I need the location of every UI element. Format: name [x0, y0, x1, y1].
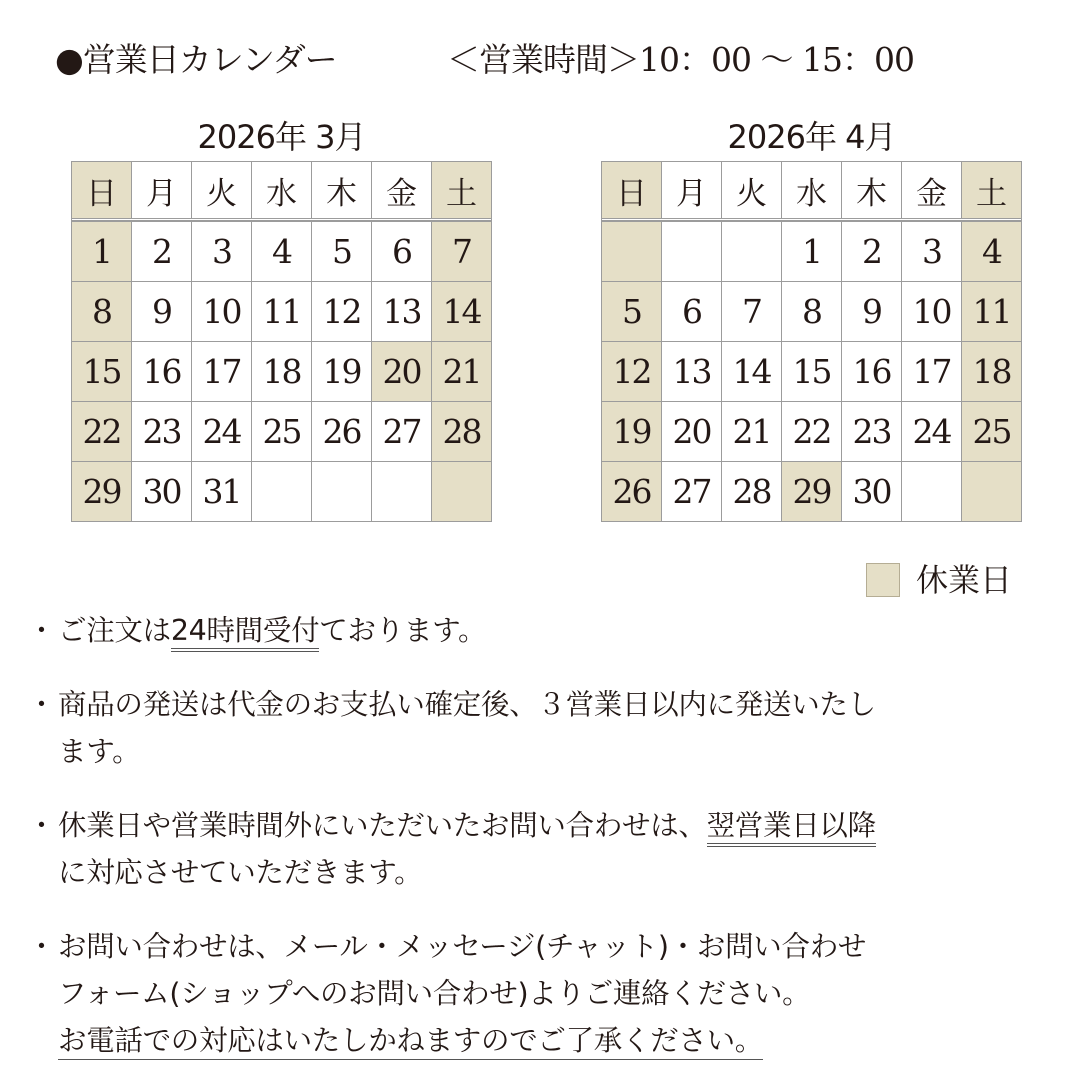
day-cell: 5	[311, 222, 371, 281]
day-cell	[251, 462, 311, 521]
day-cell: 27	[661, 462, 721, 521]
day-cell: 18	[251, 342, 311, 401]
holiday-day-cell	[961, 462, 1021, 521]
bullet: ・	[27, 930, 56, 963]
day-cell: 28	[721, 462, 781, 521]
day-cell: 2	[131, 222, 191, 281]
day-cell: 30	[131, 462, 191, 521]
weekday-header-cell: 土	[431, 162, 491, 218]
emphasized-text: 24時間受付	[171, 614, 319, 652]
notice-segment: 商品の発送は代金のお支払い確定後、３営業日以内に発送いたし	[58, 688, 876, 721]
notice-text	[58, 923, 1065, 1064]
bullet: ・	[27, 809, 56, 842]
day-cell: 17	[191, 342, 251, 401]
day-cell: 1	[781, 222, 841, 281]
holiday-day-cell: 28	[431, 402, 491, 461]
notice-segment: フォーム(ショップへのお問い合わせ)よりご連絡ください。	[58, 977, 811, 1010]
holiday-day-cell: 14	[431, 282, 491, 341]
week-row	[602, 461, 1021, 521]
notice-segment: ご注文は	[58, 614, 171, 647]
day-cell: 12	[311, 282, 371, 341]
holiday-day-cell: 15	[72, 342, 131, 401]
weekday-header-cell: 金	[371, 162, 431, 218]
day-cell	[901, 462, 961, 521]
weekday-header-cell: 金	[901, 162, 961, 218]
day-cell: 31	[191, 462, 251, 521]
day-cell: 6	[371, 222, 431, 281]
weekday-header-cell: 水	[781, 162, 841, 218]
holiday-day-cell: 25	[961, 402, 1021, 461]
day-cell: 22	[781, 402, 841, 461]
emphasized-text: 翌営業日以降	[707, 809, 876, 847]
holiday-day-cell: 11	[961, 282, 1021, 341]
notice-segment: ております。	[319, 614, 487, 647]
holiday-day-cell: 1	[72, 222, 131, 281]
day-cell: 10	[901, 282, 961, 341]
notice-line	[58, 607, 1065, 654]
weekday-header-cell: 火	[721, 162, 781, 218]
day-cell: 7	[721, 282, 781, 341]
day-cell: 2	[841, 222, 901, 281]
weekday-header-cell: 水	[251, 162, 311, 218]
weekday-header-cell: 火	[191, 162, 251, 218]
day-cell: 19	[311, 342, 371, 401]
notice-text	[58, 802, 1065, 896]
notice-segment: ます。	[58, 735, 141, 768]
day-cell	[311, 462, 371, 521]
legend-label: 休業日	[916, 561, 1013, 599]
day-cell: 9	[131, 282, 191, 341]
day-cell: 21	[721, 402, 781, 461]
weekday-header-cell: 日	[602, 162, 661, 218]
notice-segment: に対応させていただきます。	[58, 856, 423, 889]
notice-list	[25, 607, 1065, 1091]
weekday-header-cell: 木	[311, 162, 371, 218]
week-row	[72, 461, 491, 521]
notice-item	[25, 681, 1065, 775]
legend	[866, 560, 1012, 600]
holiday-day-cell: 8	[72, 282, 131, 341]
day-cell: 23	[131, 402, 191, 461]
notice-text	[58, 681, 1065, 775]
day-cell	[371, 462, 431, 521]
week-row	[72, 221, 491, 281]
day-cell: 24	[901, 402, 961, 461]
hours-label: ＜営業時間＞	[447, 40, 639, 79]
day-cell: 23	[841, 402, 901, 461]
holiday-day-cell: 29	[72, 462, 131, 521]
day-cell: 6	[661, 282, 721, 341]
day-cell	[721, 222, 781, 281]
week-row	[72, 401, 491, 461]
weekday-header-row	[602, 162, 1021, 221]
weekday-header-cell: 月	[661, 162, 721, 218]
notice-text	[58, 607, 1065, 654]
hours-value: 10：00 〜 15：00	[639, 40, 914, 79]
day-cell	[661, 222, 721, 281]
day-cell: 15	[781, 342, 841, 401]
underlined-text: お電話での対応はいたしかねますのでご了承ください。	[58, 1024, 763, 1060]
day-cell: 10	[191, 282, 251, 341]
calendar-title: 2026年 4月	[727, 118, 896, 156]
day-cell: 11	[251, 282, 311, 341]
weekday-header-cell: 土	[961, 162, 1021, 218]
notice-line	[58, 849, 1065, 896]
notice-item	[25, 923, 1065, 1064]
holiday-day-cell: 12	[602, 342, 661, 401]
calendar-march	[71, 117, 492, 522]
day-cell: 27	[371, 402, 431, 461]
day-cell: 3	[901, 222, 961, 281]
calendar-grid	[71, 161, 492, 522]
holiday-day-cell	[602, 222, 661, 281]
notice-line	[58, 970, 1065, 1017]
notice-item	[25, 802, 1065, 896]
week-row	[602, 341, 1021, 401]
week-row	[602, 401, 1021, 461]
day-cell: 4	[251, 222, 311, 281]
day-cell: 13	[371, 282, 431, 341]
day-cell: 25	[251, 402, 311, 461]
week-row	[72, 281, 491, 341]
holiday-day-cell: 21	[431, 342, 491, 401]
business-hours	[447, 38, 914, 82]
holiday-day-cell: 19	[602, 402, 661, 461]
day-cell: 9	[841, 282, 901, 341]
day-cell: 16	[841, 342, 901, 401]
holiday-day-cell: 5	[602, 282, 661, 341]
weekday-header-cell: 日	[72, 162, 131, 218]
week-row	[602, 281, 1021, 341]
holiday-day-cell: 18	[961, 342, 1021, 401]
week-row	[602, 221, 1021, 281]
holiday-day-cell: 29	[781, 462, 841, 521]
day-cell: 16	[131, 342, 191, 401]
notice-segment: お問い合わせは、メール・メッセージ(チャット)・お問い合わせ	[58, 930, 867, 963]
weekday-header-cell: 月	[131, 162, 191, 218]
week-row	[72, 341, 491, 401]
notice-segment: 休業日や営業時間外にいただいたお問い合わせは、	[58, 809, 707, 842]
holiday-day-cell: 7	[431, 222, 491, 281]
day-cell: 17	[901, 342, 961, 401]
calendar-title: 2026年 3月	[197, 118, 366, 156]
day-cell: 13	[661, 342, 721, 401]
day-cell: 26	[311, 402, 371, 461]
holiday-day-cell: 22	[72, 402, 131, 461]
holiday-day-cell: 4	[961, 222, 1021, 281]
calendar-grid	[601, 161, 1022, 522]
notice-line	[58, 681, 1065, 728]
notice-line	[58, 1017, 1065, 1064]
bullet: ・	[27, 614, 56, 647]
weekday-header-cell: 木	[841, 162, 901, 218]
weekday-header-row	[72, 162, 491, 221]
day-cell: 3	[191, 222, 251, 281]
calendar-heading: ●営業日カレンダー	[55, 40, 337, 79]
holiday-day-cell: 26	[602, 462, 661, 521]
holiday-day-cell: 20	[371, 342, 431, 401]
day-cell: 24	[191, 402, 251, 461]
notice-item	[25, 607, 1065, 654]
notice-line	[58, 728, 1065, 775]
day-cell: 8	[781, 282, 841, 341]
holiday-day-cell	[431, 462, 491, 521]
day-cell: 14	[721, 342, 781, 401]
holiday-swatch	[866, 563, 900, 597]
day-cell: 20	[661, 402, 721, 461]
day-cell: 30	[841, 462, 901, 521]
notice-line	[58, 802, 1065, 849]
calendar-april	[601, 117, 1022, 522]
bullet: ・	[27, 688, 56, 721]
notice-line	[58, 923, 1065, 970]
